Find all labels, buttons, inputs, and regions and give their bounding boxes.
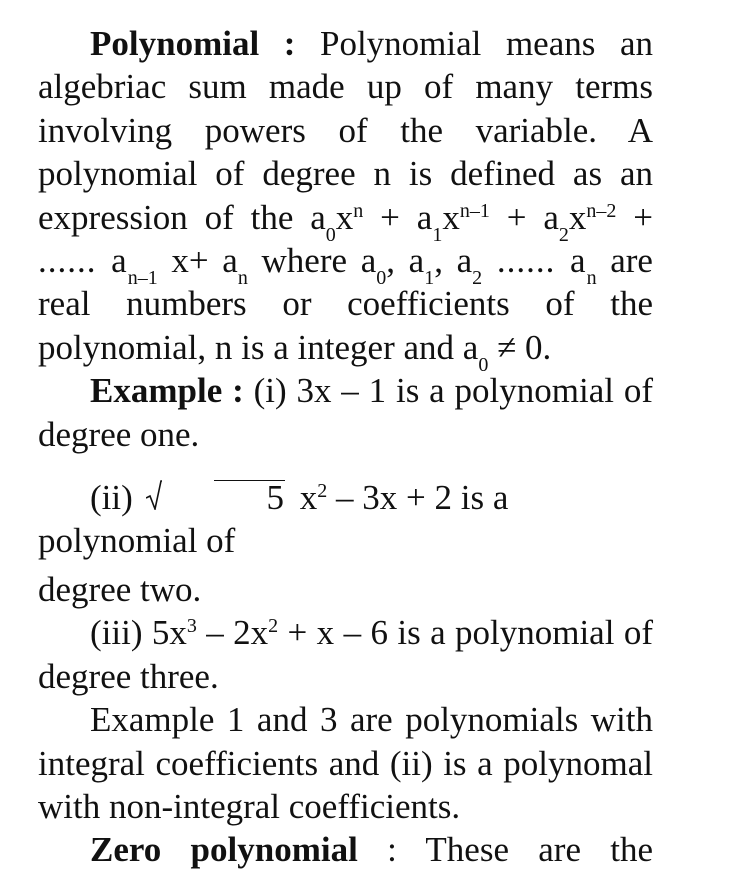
subscript-1: 1	[432, 223, 443, 246]
example-iii-paragraph	[38, 611, 653, 698]
ellipsis-a: ...... a	[38, 241, 128, 281]
comma-a: , a	[434, 241, 473, 281]
coefficients-text: real numbers or coefficients of the polynomial, n is a integer and a	[38, 284, 653, 367]
subscript-n-minus-1: n–1	[127, 267, 158, 290]
example-term: Example :	[90, 371, 244, 411]
example-iii-rest: + x – 6 is a polynomial of degree three.	[38, 613, 653, 696]
summary-text: Example 1 and 3 are polynomials with integral coefficients and (ii) is a polynomal with non-integral coefficients.	[38, 700, 653, 826]
document-page	[38, 22, 653, 872]
not-equal-zero: ≠ 0.	[488, 327, 552, 367]
variable-x: x	[568, 197, 587, 237]
zero-polynomial-paragraph	[38, 828, 653, 871]
example-ii-continuation	[38, 568, 653, 611]
example-intro-paragraph	[38, 369, 653, 456]
plus-sign: +	[616, 197, 653, 237]
subscript-2: 2	[558, 223, 569, 246]
polynomial-definition-text: Polynomial means an algebriac sum made up of many terms involving powers of the variable. A polynomial of degree n is defined as an expression of the a	[38, 24, 653, 237]
zero-polynomial-text: : These are the	[357, 830, 653, 870]
square-root	[146, 476, 286, 519]
subscript-0: 0	[376, 267, 387, 290]
plus-a2: + a	[489, 197, 559, 237]
example-ii-rest: – 3x + 2 is a polynomial of	[38, 478, 509, 561]
variable-x: x	[442, 197, 460, 237]
ellipsis-a: ...... a	[482, 241, 587, 281]
example-i-text: (i) 3x – 1 is a polynomial of degree one.	[38, 371, 653, 454]
zero-polynomial-term: Zero polynomial	[90, 830, 358, 870]
radicand: 5	[214, 480, 286, 515]
radical-sign-icon	[146, 480, 162, 510]
superscript-3: 3	[186, 615, 197, 638]
example-iii-prefix: (iii) 5x	[90, 613, 187, 653]
plus-a1: + a	[363, 197, 433, 237]
superscript-2: 2	[317, 480, 328, 503]
degree-two-text: degree two.	[38, 569, 202, 609]
superscript-2: 2	[268, 615, 279, 638]
subscript-n: n	[237, 267, 248, 290]
comma-a: , a	[386, 241, 425, 281]
subscript-0: 0	[478, 353, 489, 376]
x-plus-a: x+ a	[157, 241, 238, 281]
variable-x: x	[291, 478, 318, 518]
superscript-n-minus-1: n–1	[459, 199, 490, 222]
subscript-n: n	[586, 267, 597, 290]
example-ii-prefix: (ii)	[90, 478, 142, 518]
variable-x: x	[335, 197, 354, 237]
subscript-1: 1	[424, 267, 435, 290]
are-text: are	[596, 241, 653, 281]
subscript-2: 2	[472, 267, 483, 290]
subscript-0: 0	[325, 223, 336, 246]
superscript-n: n	[353, 199, 364, 222]
superscript-n-minus-2: n–2	[586, 199, 617, 222]
example-iii-middle: – 2x	[196, 613, 269, 653]
polynomial-definition-paragraph	[38, 22, 653, 376]
example-ii-line	[38, 476, 653, 563]
summary-paragraph	[38, 698, 653, 828]
polynomial-term: Polynomial :	[90, 24, 296, 63]
where-a: where a	[247, 241, 377, 281]
